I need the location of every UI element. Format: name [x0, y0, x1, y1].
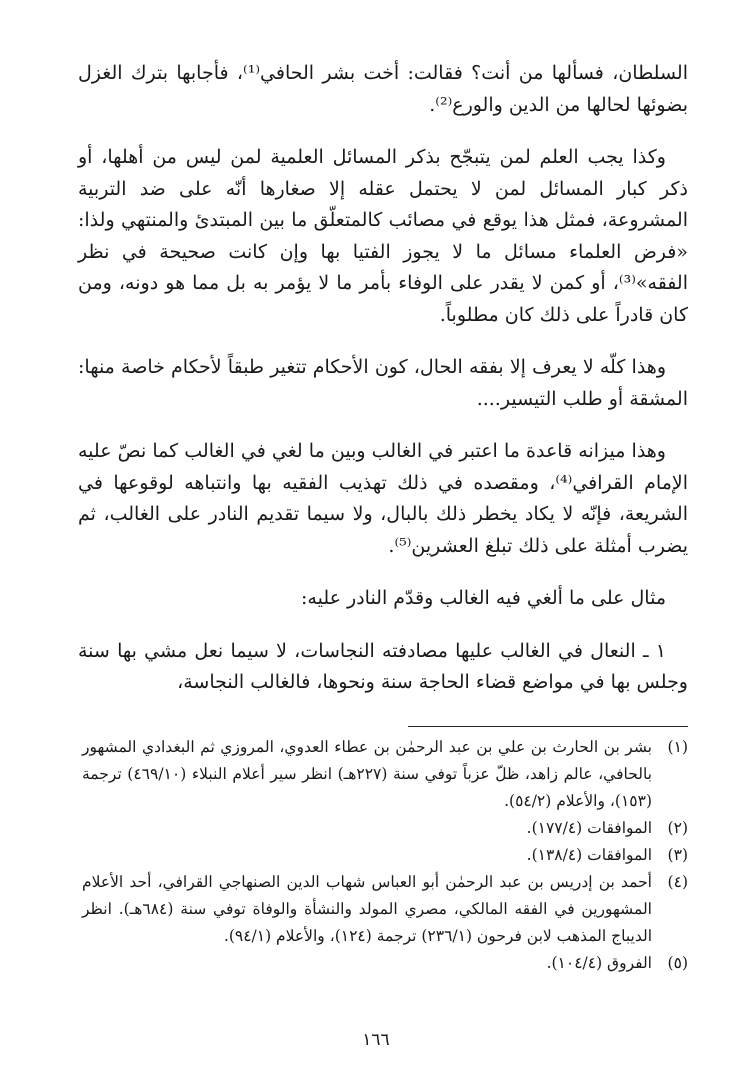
footnote: [82, 869, 688, 950]
footnotes: [82, 734, 688, 977]
footnote: [82, 815, 688, 842]
footnote: [82, 842, 688, 869]
footnote-number: (٢): [667, 819, 688, 837]
footnote-text: أحمد بن إدريس بن عبد الرحمٰن أبو العباس شهاب الدين الصنهاجي القرافي، أحد الأعلام المشهورين في الفقه المالكي، مصري المولد والنشأة والوفاة توفي سنة (٦٨٤هـ). انظر الديباج المذهب لابن فرحون (٢٣٦/١) ترجمة (١٢٤)، والأعلام (٩٤/١).: [82, 873, 652, 945]
footnote-text: بشر بن الحارث بن علي بن عبد الرحمٰن بن عطاء العدوي، المروزي ثم البغدادي المشهور بالحافي، عالم زاهد، ظلّ عزباً توفي سنة (٢٢٧هـ) انظر سير أعلام النبلاء (٤٦٩/١٠) ترجمة (١٥٣)، والأعلام (٥٤/٢).: [82, 738, 652, 810]
footnote-number: (٤): [667, 873, 688, 891]
footnote: [82, 950, 688, 977]
page-number: ١٦٦: [362, 1030, 390, 1050]
footnote-divider: [408, 726, 688, 727]
paragraph-3: وهذا كلّه لا يعرف إلا بفقه الحال، كون الأحكام تتغير طبقاً لأحكام خاصة منها: المشقة أو طلب التيسير....: [78, 356, 688, 410]
footnote-text: الموافقات (١٣٨/٤).: [526, 846, 652, 864]
footnote-number: (٣): [667, 846, 688, 864]
footnote-text: الموافقات (١٧٧/٤).: [526, 819, 652, 837]
footnote-text: الفروق (١٠٤/٤).: [546, 954, 652, 972]
paragraph-1: السلطان، فسألها من أنت؟ فقالت: أخت بشر الحافي⁽¹⁾، فأجابها بترك الغزل بضوئها لحالها من الدين والورع⁽²⁾.: [78, 62, 688, 116]
paragraph-6: ١ ـ النعال في الغالب عليها مصادفته النجاسات، لا سيما نعل مشي بها سنة وجلس بها في مواضع قضاء الحاجة سنة ونحوها، فالغالب النجاسة،: [78, 639, 688, 693]
footnote-number: (٥): [667, 954, 688, 972]
body-text: [78, 58, 688, 699]
footnote: [82, 734, 688, 815]
paragraph-4: وهذا ميزانه قاعدة ما اعتبر في الغالب وبين ما لغي في الغالب كما نصّ عليه الإمام القرافي⁽⁴⁾، ومقصده في ذلك تهذيب الفقيه بها وانتباهه لوقوعها في الشريعة، فإنّه لا يكاد يخطر ذلك بالبال، ولا سيما تقديم النادر على الغالب، ثم يضرب أمثلة على ذلك تبلغ العشرين⁽⁵⁾.: [78, 440, 688, 557]
paragraph-2: وكذا يجب العلم لمن يتبجّح بذكر المسائل العلمية لمن ليس من أهلها، أو ذكر كبار المسائل لمن لا يحتمل عقله إلا صغارها أنّه على ضد التربية المشروعة، فمثل هذا يوقع في مصائب كالمتعلّق ما بين المبتدئ والمنتهي ولذا: «فرض العلماء مسائل ما لا يجوز الفتيا بها وإن كانت صحيحة في نظر الفقه»⁽³⁾، أو كمن لا يقدر على الوفاء بأمر ما لا يؤمر به بل مما هو دونه، ومن كان قادراً على ذلك كان مطلوباً.: [78, 146, 688, 326]
paragraph-5: مثال على ما ألغي فيه الغالب وقدّم النادر عليه:: [301, 587, 666, 609]
footnote-number: (١): [667, 738, 688, 756]
